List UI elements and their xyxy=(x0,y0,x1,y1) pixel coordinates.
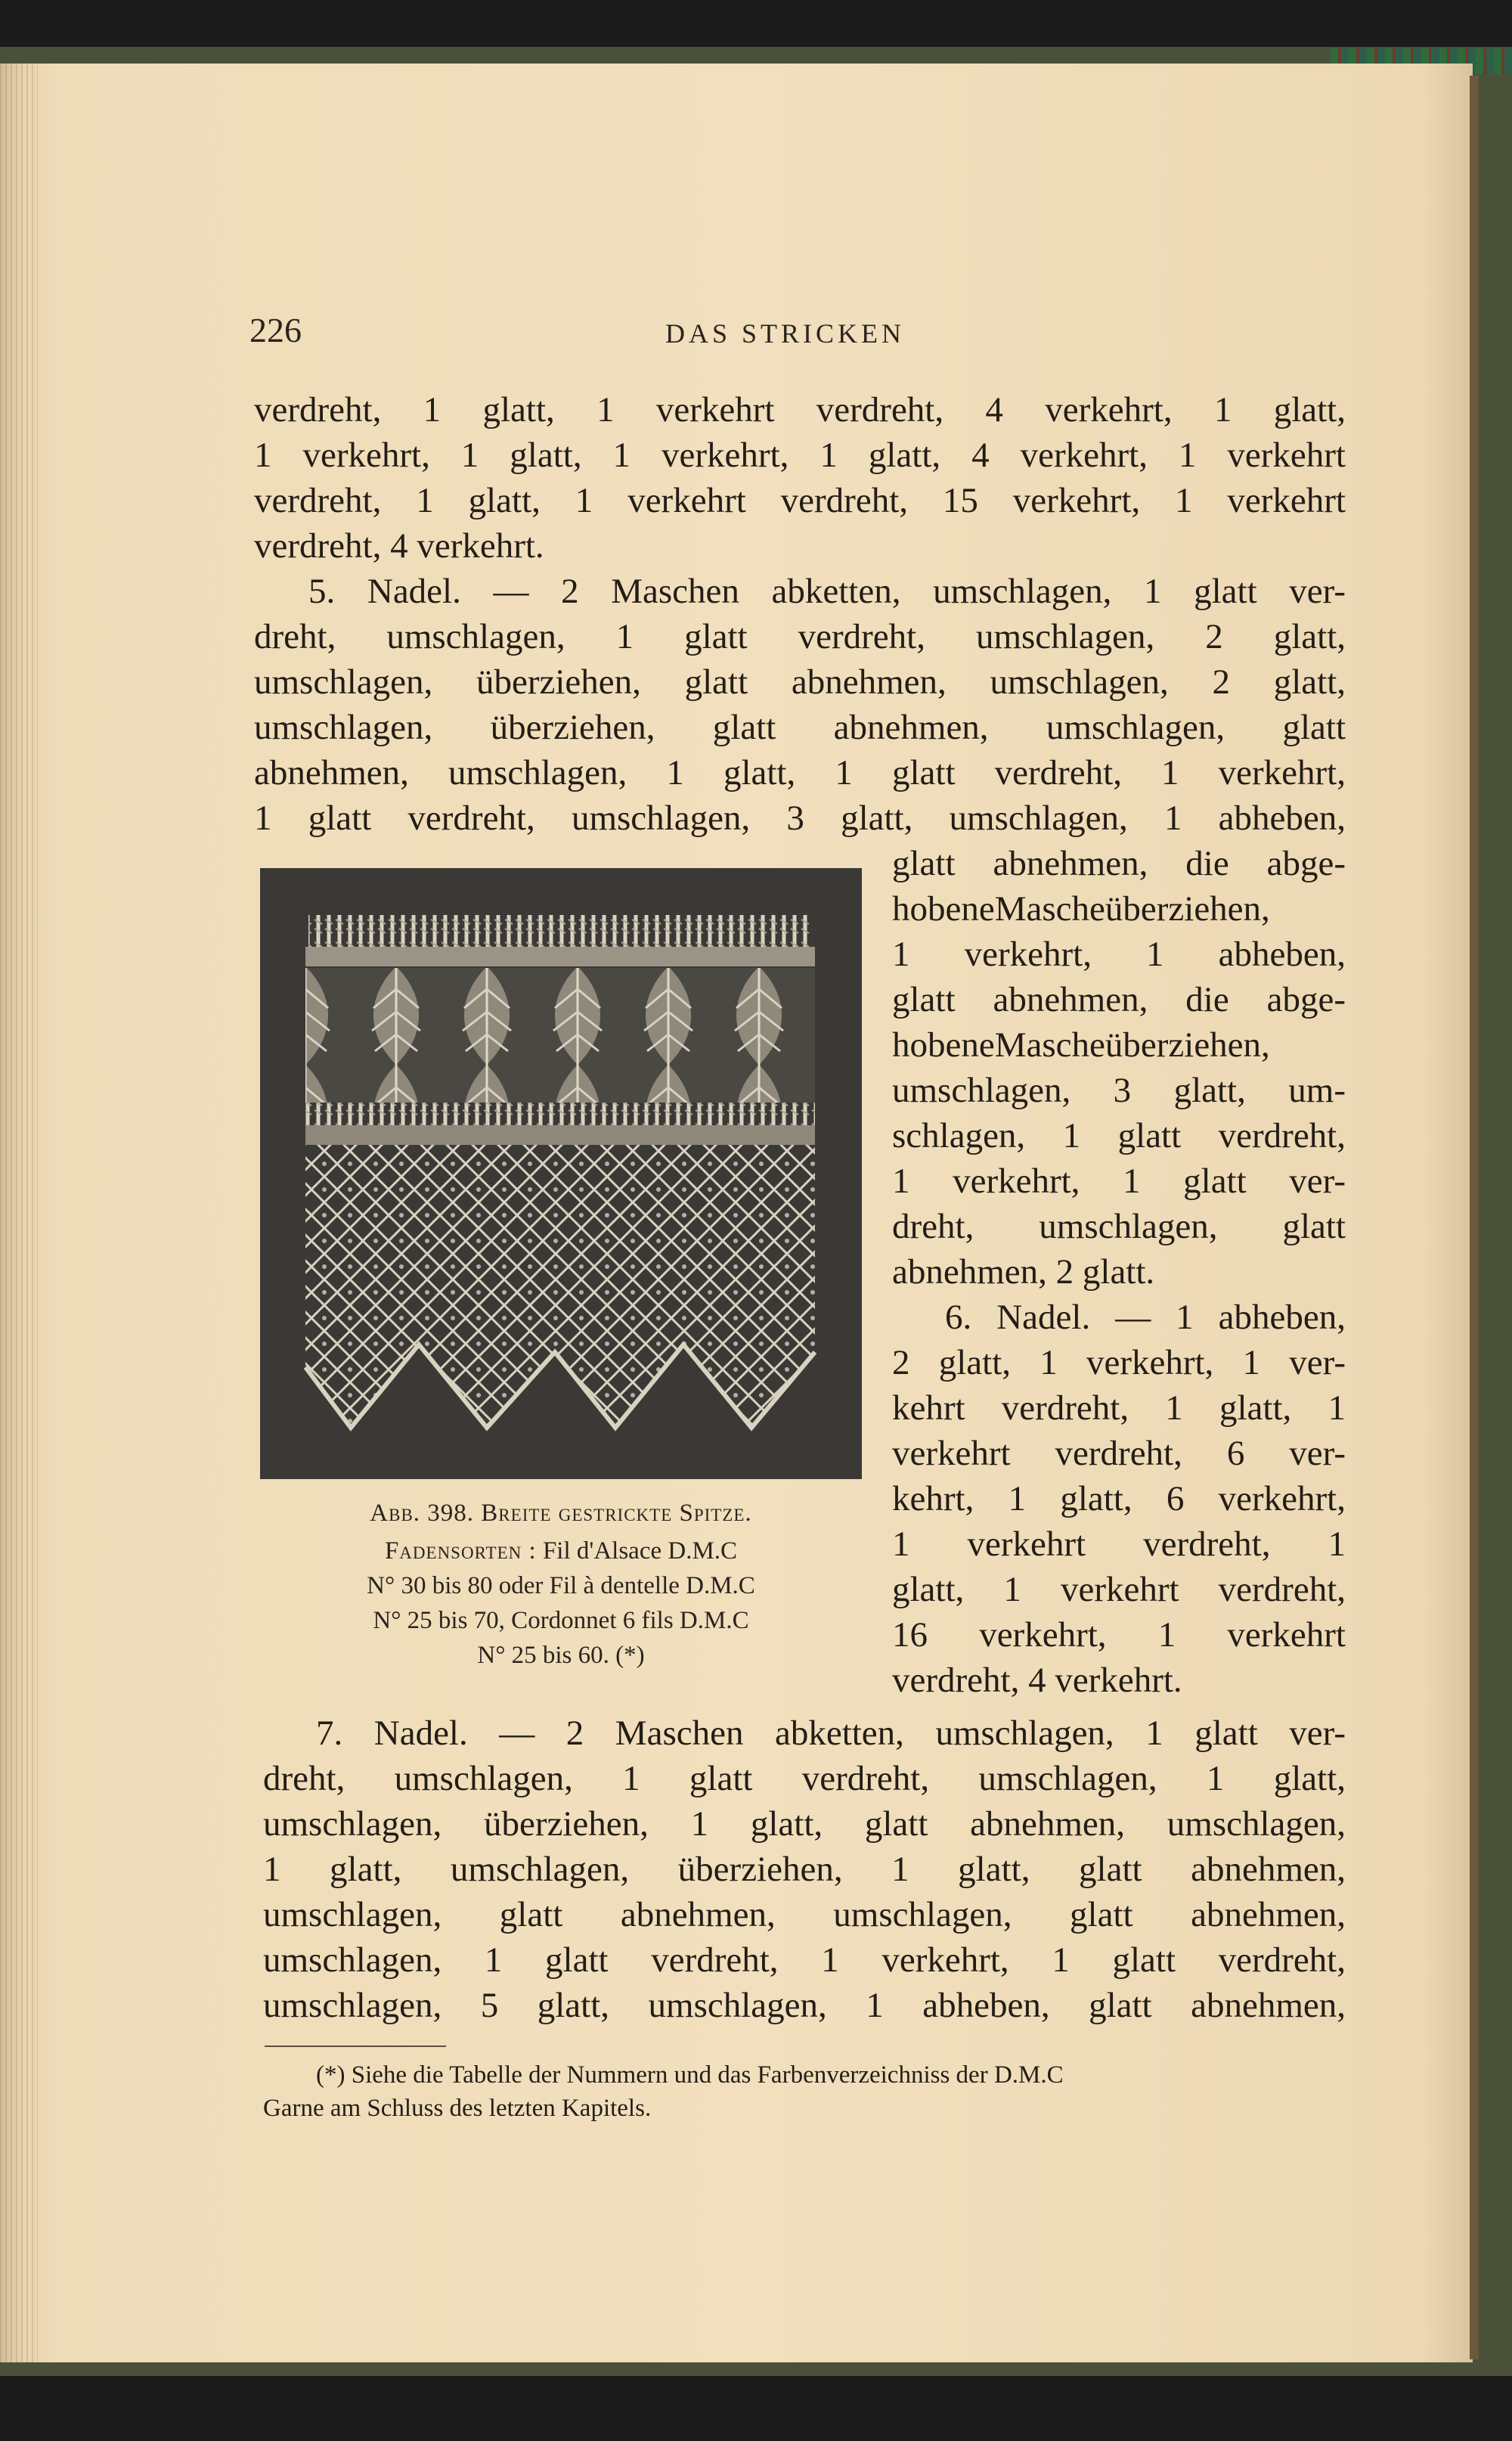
body-line: 5. Nadel. — 2 Maschen abketten, umschlagen, 1 glatt ver- xyxy=(308,572,1346,611)
page-number: 226 xyxy=(249,311,302,349)
page-header xyxy=(0,310,1512,355)
footnote-line: (*) Siehe die Tabelle der Nummern und das Farbenverzeichniss der D.M.C xyxy=(316,2061,1064,2089)
body-line: abnehmen, umschlagen, 1 glatt, 1 glatt verdreht, 1 verkehrt, xyxy=(254,753,1346,792)
side-line: glatt abnehmen, die abge- xyxy=(892,844,1346,883)
side-line: verkehrt verdreht, 6 ver- xyxy=(892,1434,1346,1473)
side-line: glatt abnehmen, die abge- xyxy=(892,980,1346,1019)
side-line: schlagen, 1 glatt verdreht, xyxy=(892,1116,1346,1155)
figure-caption-line: N° 30 bis 80 oder Fil à dentelle D.M.C xyxy=(367,1572,755,1599)
body-line: 7. Nadel. — 2 Maschen abketten, umschlagen, 1 glatt ver- xyxy=(316,1714,1346,1753)
side-line: umschlagen, 3 glatt, um- xyxy=(892,1071,1346,1110)
body-line: 1 verkehrt, 1 glatt, 1 verkehrt, 1 glatt, 4 verkehrt, 1 verkehrt xyxy=(254,436,1346,475)
side-line: hobeneMascheüberziehen, xyxy=(892,889,1270,929)
lace-illustration xyxy=(260,868,862,1479)
page-right-edge xyxy=(1470,76,1479,2359)
lace-pattern xyxy=(260,868,862,1479)
side-line: 16 verkehrt, 1 verkehrt xyxy=(892,1615,1346,1655)
body-line: dreht, umschlagen, 1 glatt verdreht, umschlagen, 1 glatt, xyxy=(263,1759,1346,1798)
body-line: verdreht, 1 glatt, 1 verkehrt verdreht, 15 verkehrt, 1 verkehrt xyxy=(254,481,1346,520)
footnote-line: Garne am Schluss des letzten Kapitels. xyxy=(263,2095,652,2122)
figure-caption-line: N° 25 bis 60. (*) xyxy=(477,1642,645,1669)
figure-caption-threads xyxy=(260,1534,862,1568)
body-line: umschlagen, überziehen, glatt abnehmen, umschlagen, glatt xyxy=(254,708,1346,747)
side-line: 1 verkehrt, 1 glatt ver- xyxy=(892,1162,1346,1201)
side-line: kehrt, 1 glatt, 6 verkehrt, xyxy=(892,1479,1346,1518)
body-line: umschlagen, überziehen, 1 glatt, glatt abnehmen, umschlagen, xyxy=(263,1804,1346,1844)
body-line: 1 glatt, umschlagen, überziehen, 1 glatt, glatt abnehmen, xyxy=(263,1850,1346,1889)
body-line: umschlagen, 1 glatt verdreht, 1 verkehrt, 1 glatt verdreht, xyxy=(263,1940,1346,1980)
figure-caption-line: N° 25 bis 70, Cordonnet 6 fils D.M.C xyxy=(373,1607,749,1634)
side-line: verdreht, 4 verkehrt. xyxy=(892,1661,1182,1700)
side-line: dreht, umschlagen, glatt xyxy=(892,1207,1346,1246)
caption-label: Fadensorten : xyxy=(384,1537,537,1565)
side-line: 1 verkehrt, 1 abheben, xyxy=(892,935,1346,974)
body-line: umschlagen, 5 glatt, umschlagen, 1 abheben, glatt abnehmen, xyxy=(263,1986,1346,2025)
side-line: 2 glatt, 1 verkehrt, 1 ver- xyxy=(892,1343,1346,1382)
footnote-rule xyxy=(265,2046,446,2047)
body-line: umschlagen, überziehen, glatt abnehmen, umschlagen, 2 glatt, xyxy=(254,662,1346,702)
body-line: dreht, umschlagen, 1 glatt verdreht, umschlagen, 2 glatt, xyxy=(254,617,1346,656)
running-title: DAS STRICKEN xyxy=(665,318,906,349)
caption-thread-text: Fil d'Alsace D.M.C xyxy=(542,1537,738,1565)
side-line: glatt, 1 verkehrt verdreht, xyxy=(892,1570,1346,1609)
side-line: kehrt verdreht, 1 glatt, 1 xyxy=(892,1388,1346,1428)
body-line: verdreht, 1 glatt, 1 verkehrt verdreht, 4 verkehrt, 1 glatt, xyxy=(254,390,1346,430)
page-stack-edge xyxy=(0,64,38,2362)
body-line: verdreht, 4 verkehrt. xyxy=(254,526,544,566)
figure-caption-title: Abb. 398. Breite gestrickte Spitze. xyxy=(370,1500,752,1527)
side-line: abnehmen, 2 glatt. xyxy=(892,1252,1155,1292)
side-line: hobeneMascheüberziehen, xyxy=(892,1025,1270,1065)
body-line: 1 glatt verdreht, umschlagen, 3 glatt, umschlagen, 1 abheben, xyxy=(254,799,1346,838)
body-line: umschlagen, glatt abnehmen, umschlagen, glatt abnehmen, xyxy=(263,1895,1346,1934)
side-line: 6. Nadel. — 1 abheben, xyxy=(945,1298,1346,1337)
side-line: 1 verkehrt verdreht, 1 xyxy=(892,1524,1346,1564)
